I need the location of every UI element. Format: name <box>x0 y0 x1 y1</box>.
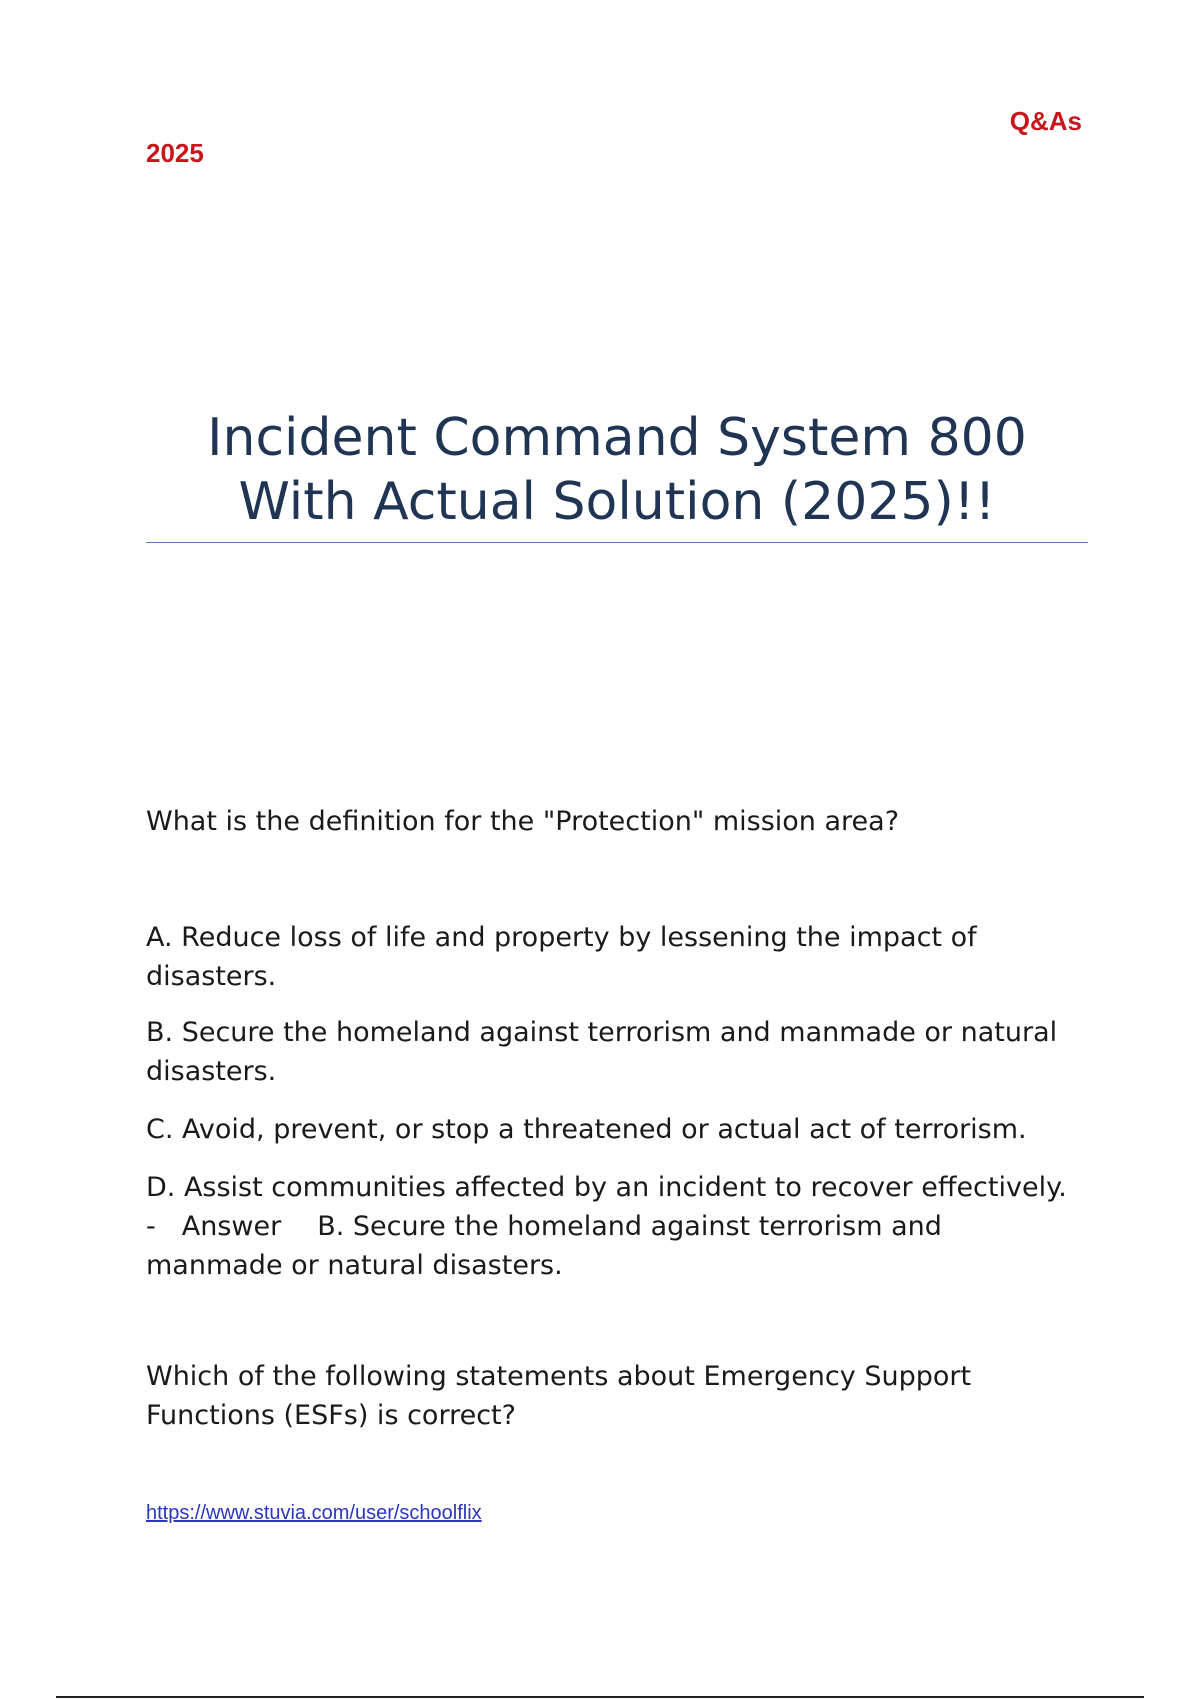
title-underline <box>146 542 1088 543</box>
question-1-option-c: C. Avoid, prevent, or stop a threatened or actual act of terrorism. <box>146 1114 1027 1145</box>
title-line-1: Incident Command System 800 <box>207 408 1027 468</box>
answer-label: Answer <box>181 1211 282 1242</box>
title-line-2: With Actual Solution (2025)!! <box>238 472 996 532</box>
question-1-option-b: B. Secure the homeland against terrorism and manmade or natural disasters. <box>146 1017 1058 1087</box>
footer-divider <box>56 1696 1144 1698</box>
question-1-text: What is the definition for the "Protection" mission area? <box>146 806 900 837</box>
answer-text: B. Secure the homeland against terrorism and manmade or natural disasters. <box>146 1211 942 1281</box>
header-year: 2025 <box>146 138 204 168</box>
document-title <box>146 406 1088 534</box>
question-2-text: Which of the following statements about Emergency Support Functions (ESFs) is correct? <box>146 1361 972 1431</box>
stuvia-user-link[interactable]: https://www.stuvia.com/user/schoolflix <box>146 1502 482 1524</box>
question-1-option-d-with-answer <box>146 1168 1076 1285</box>
option-d-text: D. Assist communities affected by an incident to recover effectively. - <box>146 1172 1067 1242</box>
question-1-option-a: A. Reduce loss of life and property by lessening the impact of disasters. <box>146 922 977 992</box>
header-qa-label: Q&As <box>1009 106 1082 136</box>
